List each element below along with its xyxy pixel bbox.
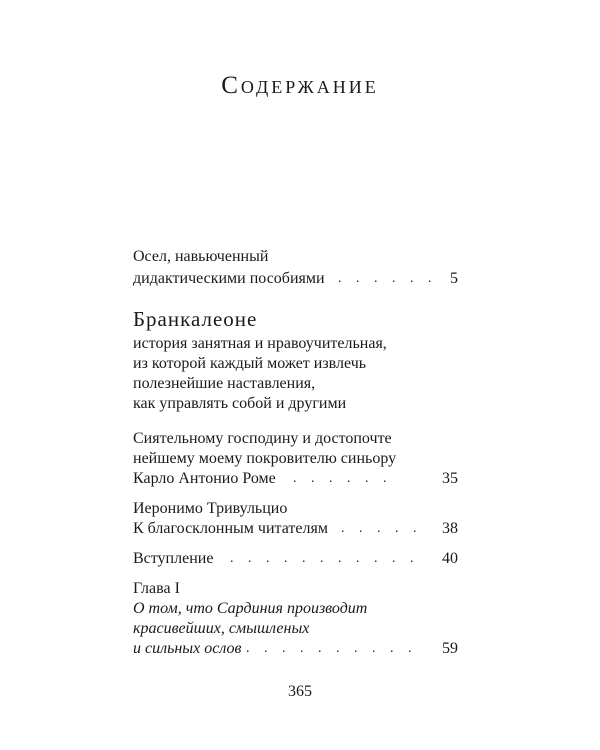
toc-page-number: 40: [442, 550, 458, 567]
toc-entry-chapter1-line1: Глава I: [133, 580, 180, 597]
toc-page-number: 5: [450, 270, 458, 287]
toc-entry-title: Карло Антонио Роме: [133, 470, 276, 487]
toc-entry-title: Вступление: [133, 550, 214, 567]
leader-dots: . . . . . .: [338, 271, 437, 286]
toc-page-number: 38: [442, 520, 458, 537]
toc-page-number: 59: [442, 640, 458, 657]
section-subtitle-line: из которой каждый может извлечь: [133, 355, 367, 372]
toc-entry-title: дидактическими пособиями: [133, 270, 325, 287]
toc-entry-chapter1-line2: О том, что Сардиния производит: [133, 600, 368, 617]
leader-dots: . . . . . .: [293, 471, 392, 486]
toc-entry-dedication-line1: Сиятельному господину и достопочте: [133, 430, 392, 447]
toc-entry-osel-line1: Осел, навьюченный: [133, 248, 269, 265]
section-subtitle-line: как управлять собой и другими: [133, 395, 347, 412]
toc-entry-trivulzio-line2[interactable]: [133, 518, 458, 540]
toc-entry-dedication-line2: нейшему моему покровителю синьору: [133, 450, 397, 467]
toc-entry-title: и сильных ослов: [133, 640, 242, 657]
toc-entry-dedication-line3[interactable]: [133, 468, 458, 490]
section-subtitle-line: полезнейшие наставления,: [133, 375, 316, 392]
leader-dots: . . . . . . . . . . .: [230, 551, 419, 566]
toc-entry-title: К благосклонным читателям: [133, 520, 328, 537]
leader-dots: . . . . . . . . . .: [246, 641, 417, 656]
toc-entry-chapter1-line4[interactable]: [133, 638, 458, 660]
page-number: 365: [288, 683, 312, 700]
toc-entry-osel-line2[interactable]: [133, 268, 458, 290]
page-title: Содержание: [221, 72, 379, 99]
toc-entry-chapter1-line3: красивейших, смышленых: [133, 620, 310, 637]
section-heading[interactable]: Бранкалеоне: [133, 307, 258, 331]
leader-dots: . . . . .: [341, 521, 422, 536]
section-subtitle-line: история занятная и нравоучительная,: [133, 335, 387, 352]
toc-page-number: 35: [442, 470, 458, 487]
toc-entry-intro[interactable]: [133, 548, 458, 570]
toc-entry-trivulzio-line1: Иеронимо Тривульцио: [133, 500, 288, 517]
